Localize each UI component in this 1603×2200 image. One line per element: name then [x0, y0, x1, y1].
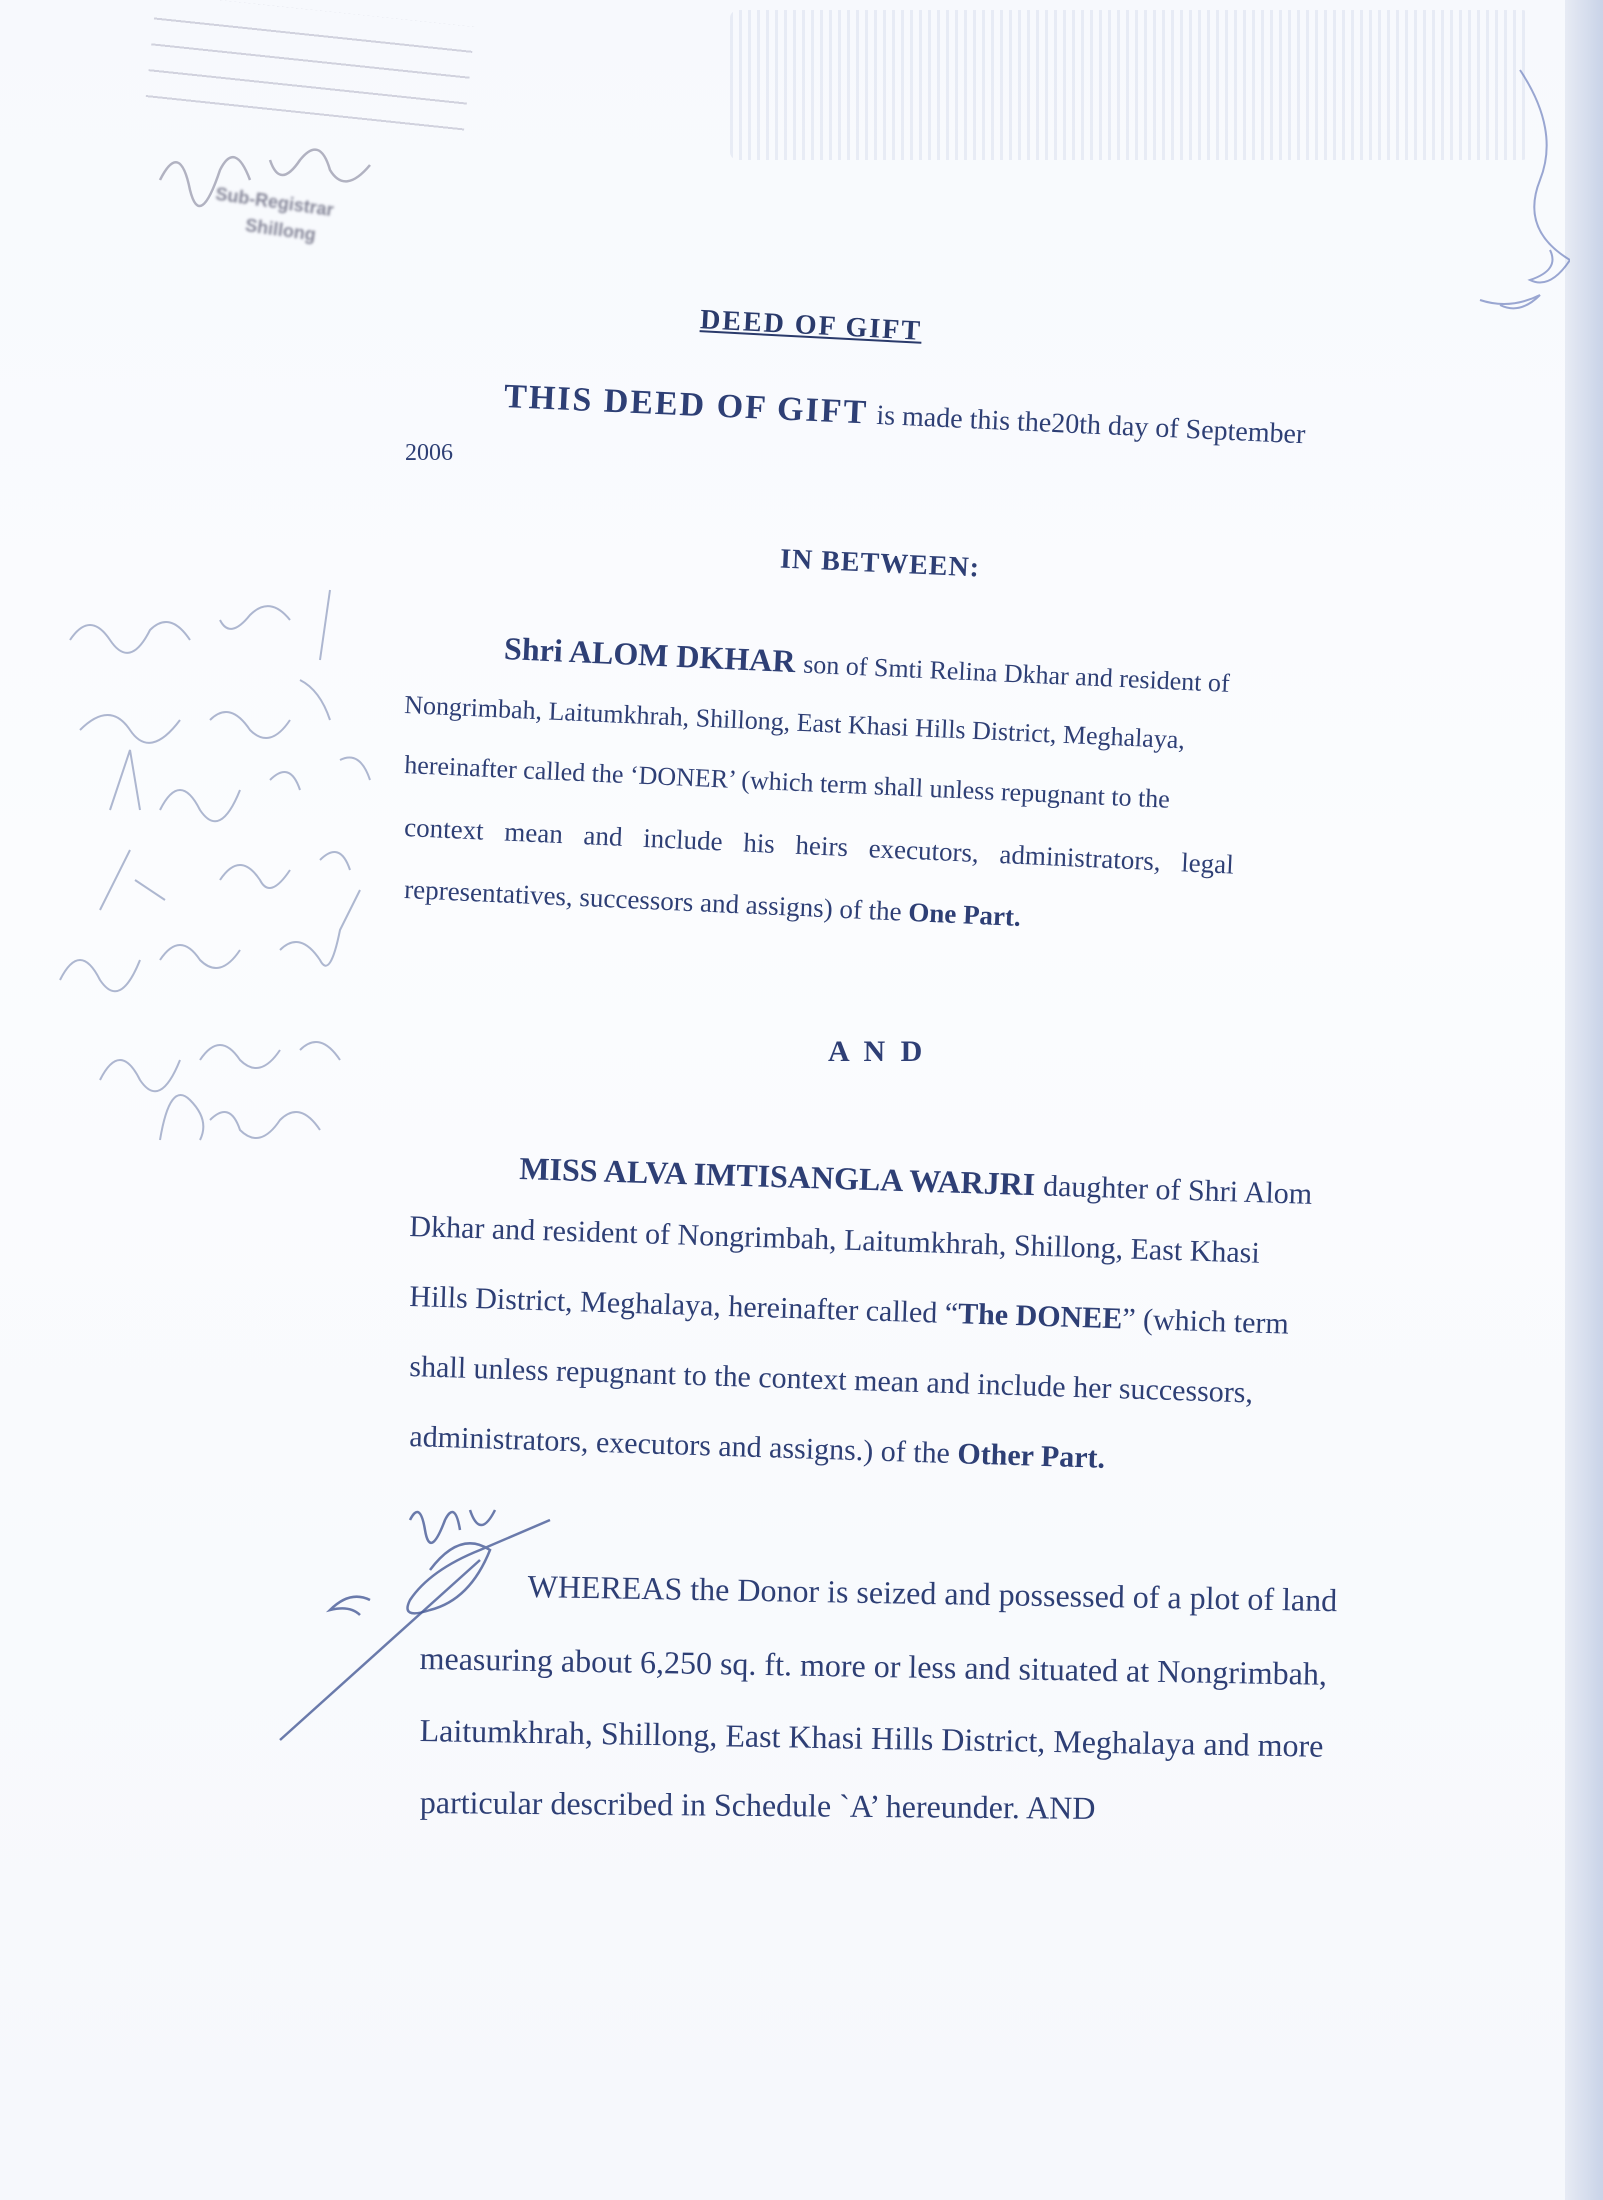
registration-stamp-impression: [730, 10, 1530, 160]
donee-other-part: Other Part.: [956, 1437, 1106, 1475]
doner-one-part: One Part.: [907, 896, 1022, 932]
and-separator: A N D: [828, 1035, 927, 1068]
whereas-line-3: Laitumkhrah, Shillong, East Khasi Hills District, Meghalaya and more: [419, 1712, 1324, 1764]
donee-line3-b: ” (which term: [1121, 1302, 1290, 1341]
donee-line1-rest: daughter of Shri Alom: [1042, 1169, 1313, 1211]
donee-line5-rest: administrators, executors and assigns.) of the: [408, 1420, 951, 1470]
page-edge-shadow: [1565, 0, 1603, 2200]
doner-line-1: [503, 630, 1230, 700]
intro-line: [503, 378, 1306, 452]
whereas-line-1: WHEREAS the Donor is seized and possessed of a plot of land: [527, 1568, 1338, 1619]
stamp-flourish: [1440, 60, 1570, 320]
whereas-line-4: particular described in Schedule `A’ hereunder. AND: [419, 1784, 1096, 1826]
margin-handwritten-note: [40, 580, 440, 1160]
document-title: DEED OF GIFT: [699, 304, 923, 347]
intro-rest: is made this the20th day of September: [875, 399, 1307, 451]
donee-label: The DONEE: [957, 1297, 1123, 1336]
donee-line-3: [409, 1280, 1289, 1342]
donee-line-4: shall unless repugnant to the context mean and include her successors,: [408, 1350, 1254, 1410]
donee-line-1: [519, 1150, 1313, 1212]
stamp-line-2: Shillong: [244, 215, 318, 245]
doner-line-2: Nongrimbah, Laitumkhrah, Shillong, East Khasi Hills District, Meghalaya,: [403, 690, 1186, 755]
stamp-line-1: Sub-Registrar: [214, 183, 335, 221]
doner-line-3: hereinafter called the ‘DONER’ (which term shall unless repugnant to the: [403, 750, 1171, 814]
donee-line3-a: Hills District, Meghalaya, hereinafter called “: [408, 1280, 959, 1331]
doner-line-4: context mean and include his heirs executors, administrators, legal: [403, 812, 1235, 880]
intro-year: 2006: [405, 440, 453, 466]
doner-line-5: [404, 874, 1022, 933]
stamp-signature-scribble: [150, 120, 450, 230]
in-between-heading: IN BETWEEN:: [779, 543, 981, 584]
doner-name: Shri ALOM DKHAR: [503, 630, 797, 680]
doner-line5-rest: representatives, successors and assigns) of the: [403, 874, 903, 927]
intro-lead: THIS DEED OF GIFT: [503, 378, 869, 432]
donee-line-2: Dkhar and resident of Nongrimbah, Laitumkhrah, Shillong, East Khasi: [408, 1210, 1261, 1270]
doner-line1-rest: son of Smti Relina Dkhar and resident of: [802, 649, 1231, 698]
donee-name: MISS ALVA IMTISANGLA WARJRI: [518, 1150, 1036, 1203]
stamp-faint-lines: [145, 0, 475, 136]
whereas-line-2: measuring about 6,250 sq. ft. more or less and situated at Nongrimbah,: [419, 1640, 1328, 1692]
donee-line-5: [409, 1420, 1106, 1476]
donor-signature: [260, 1490, 620, 1750]
